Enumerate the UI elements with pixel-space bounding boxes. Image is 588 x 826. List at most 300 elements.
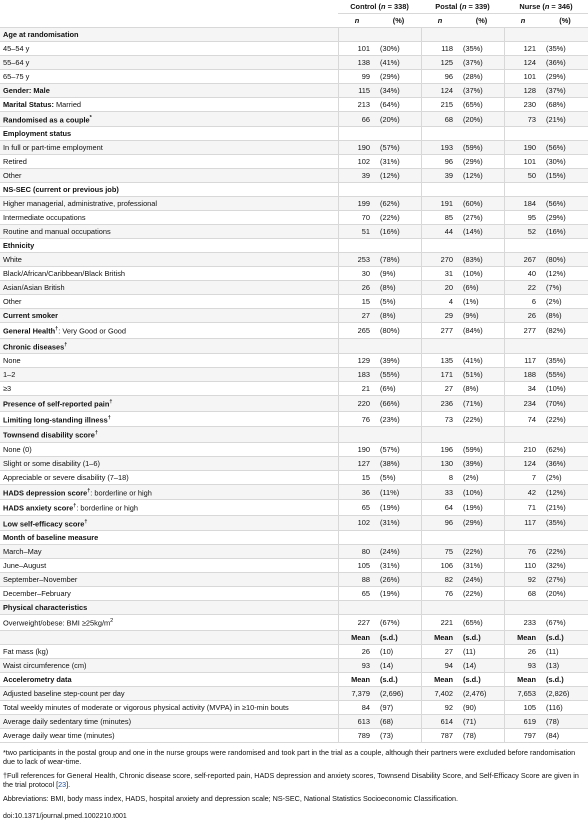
- cell-value: 26: [504, 644, 542, 658]
- cell-value: 26: [338, 644, 376, 658]
- cell-value: 27: [421, 644, 459, 658]
- table-row: [0, 559, 588, 573]
- cell-paren: (s.d.): [376, 630, 421, 644]
- cell-paren: (22%): [376, 211, 421, 225]
- cell-value: Mean: [504, 672, 542, 686]
- cell-paren: (21%): [542, 500, 588, 515]
- table-row: [0, 396, 588, 411]
- cell-paren: (16%): [542, 225, 588, 239]
- cell-paren: (30%): [376, 42, 421, 56]
- cell-value: 233: [504, 615, 542, 630]
- row-label: Black/African/Caribbean/Black British: [0, 267, 338, 281]
- cell-paren: (8%): [376, 309, 421, 323]
- cell-paren: (35%): [459, 42, 504, 56]
- cell-paren: (80%): [542, 253, 588, 267]
- cell-value: 102: [338, 515, 376, 530]
- cell-value: 7,402: [421, 686, 459, 700]
- row-label: Retired: [0, 155, 338, 169]
- table-row: [0, 545, 588, 559]
- cell-paren: (12%): [376, 169, 421, 183]
- cell-value: 74: [504, 411, 542, 426]
- cell-paren: (59%): [459, 442, 504, 456]
- cell-value: 27: [338, 309, 376, 323]
- table-row: [0, 630, 588, 644]
- cell-paren: (31%): [459, 559, 504, 573]
- cell-value: Mean: [421, 672, 459, 686]
- group-header-postal: Postal (n = 339): [421, 0, 504, 14]
- cell-paren: (s.d.): [459, 672, 504, 686]
- cell-value: 124: [504, 56, 542, 70]
- cell-paren: (8%): [376, 281, 421, 295]
- cell-value: 135: [421, 354, 459, 368]
- cell-value: 76: [338, 411, 376, 426]
- cell-paren: (70%): [542, 396, 588, 411]
- cell-paren: (84%): [459, 323, 504, 338]
- cell-value: 42: [504, 484, 542, 499]
- cell-paren: (2,826): [542, 686, 588, 700]
- cell-value: 6: [504, 295, 542, 309]
- cell-paren: (19%): [376, 587, 421, 601]
- cell-paren: (6%): [459, 281, 504, 295]
- cell-paren: (78): [542, 714, 588, 728]
- cell-value: 213: [338, 98, 376, 112]
- table-row: [0, 141, 588, 155]
- row-label: Physical characteristics: [0, 601, 338, 615]
- cell-value: 128: [504, 84, 542, 98]
- footnote-abbreviations: Abbreviations: BMI, body mass index, HADS, hospital anxiety and depression scale; NS-SEC, National Statistics Socioeconomic Classification.: [3, 793, 459, 803]
- cell-paren: (10%): [459, 267, 504, 281]
- cell-value: 277: [504, 323, 542, 338]
- table-row: [0, 281, 588, 295]
- cell-paren: (57%): [376, 141, 421, 155]
- cell-value: 101: [504, 70, 542, 84]
- cell-value: 64: [421, 500, 459, 515]
- row-label: ≥3: [0, 382, 338, 396]
- cell-paren: (9%): [376, 267, 421, 281]
- row-label: None: [0, 354, 338, 368]
- row-label: 45–54 y: [0, 42, 338, 56]
- cell-paren: (62%): [376, 197, 421, 211]
- table-row: [0, 183, 588, 197]
- row-label: Average daily sedentary time (minutes): [0, 714, 338, 728]
- row-label: Average daily wear time (minutes): [0, 728, 338, 742]
- table-row: [0, 515, 588, 530]
- table-footnotes: [0, 742, 588, 804]
- table-row: [0, 169, 588, 183]
- row-label: NS-SEC (current or previous job): [0, 183, 338, 197]
- row-label: None (0): [0, 442, 338, 456]
- cell-value: 92: [421, 700, 459, 714]
- cell-value: 65: [338, 587, 376, 601]
- cell-paren: (24%): [459, 573, 504, 587]
- cell-value: 614: [421, 714, 459, 728]
- cell-value: 50: [504, 169, 542, 183]
- cell-value: 27: [421, 382, 459, 396]
- cell-paren: (10%): [542, 382, 588, 396]
- cell-paren: (10%): [459, 484, 504, 499]
- cell-value: 124: [421, 84, 459, 98]
- table-body: [0, 28, 588, 742]
- cell-value: 96: [421, 515, 459, 530]
- table-row: [0, 368, 588, 382]
- cell-value: 68: [504, 587, 542, 601]
- cell-value: 115: [338, 84, 376, 98]
- cell-paren: (14): [459, 658, 504, 672]
- cell-value: 220: [338, 396, 376, 411]
- cell-paren: (34%): [376, 84, 421, 98]
- cell-value: 199: [338, 197, 376, 211]
- header-row-groups: [0, 0, 588, 14]
- cell-value: 30: [338, 267, 376, 281]
- row-label: March–May: [0, 545, 338, 559]
- cell-paren: (64%): [376, 98, 421, 112]
- cell-value: 88: [338, 573, 376, 587]
- row-label: December–February: [0, 587, 338, 601]
- cell-value: 84: [338, 700, 376, 714]
- row-label: Randomised as a couple*: [0, 112, 338, 127]
- row-label: Age at randomisation: [0, 28, 338, 42]
- cell-paren: (39%): [459, 456, 504, 470]
- cell-paren: (37%): [459, 56, 504, 70]
- row-label: Intermediate occupations: [0, 211, 338, 225]
- table-row: [0, 500, 588, 515]
- cell-value: 44: [421, 225, 459, 239]
- row-label: Overweight/obese: BMI $\ge 25kg/m^2$: [0, 615, 338, 630]
- cell-value: 66: [338, 112, 376, 127]
- cell-paren: (9%): [459, 309, 504, 323]
- table-row: [0, 484, 588, 499]
- cell-value: 4: [421, 295, 459, 309]
- cell-paren: (10): [376, 644, 421, 658]
- cell-value: 106: [421, 559, 459, 573]
- cell-value: 80: [338, 545, 376, 559]
- table-row: [0, 323, 588, 338]
- cell-value: 188: [504, 368, 542, 382]
- cell-value: 129: [338, 354, 376, 368]
- cell-paren: (78): [459, 728, 504, 742]
- table-row: [0, 267, 588, 281]
- cell-paren: (31%): [376, 515, 421, 530]
- cell-value: 34: [504, 382, 542, 396]
- cell-paren: (39%): [376, 354, 421, 368]
- cell-paren: (5%): [376, 295, 421, 309]
- cell-value: 96: [421, 155, 459, 169]
- cell-value: Mean: [338, 630, 376, 644]
- cell-paren: (13): [542, 658, 588, 672]
- cell-paren: (28%): [459, 70, 504, 84]
- table-row: [0, 338, 588, 353]
- cell-value: 73: [504, 112, 542, 127]
- cell-value: 26: [338, 281, 376, 295]
- cell-paren: (37%): [542, 84, 588, 98]
- cell-value: 183: [338, 368, 376, 382]
- row-label: Routine and manual occupations: [0, 225, 338, 239]
- cell-paren: (8%): [459, 382, 504, 396]
- cell-value: 138: [338, 56, 376, 70]
- cell-paren: (68): [376, 714, 421, 728]
- cell-paren: (s.d.): [542, 672, 588, 686]
- cell-paren: (24%): [376, 545, 421, 559]
- row-label: HADS anxiety score†: borderline or high: [0, 500, 338, 515]
- row-label: Total weekly minutes of moderate or vigorous physical activity (MVPA) in ≥10-min bouts: [0, 700, 338, 714]
- row-label: 55–64 y: [0, 56, 338, 70]
- cell-paren: (2%): [459, 470, 504, 484]
- cell-value: 215: [421, 98, 459, 112]
- table-row: [0, 197, 588, 211]
- cell-value: 619: [504, 714, 542, 728]
- row-label: Marital Status: Married: [0, 98, 338, 112]
- cell-value: Mean: [338, 672, 376, 686]
- cell-value: 196: [421, 442, 459, 456]
- cell-paren: (36%): [542, 456, 588, 470]
- cell-value: 68: [421, 112, 459, 127]
- table-row: [0, 456, 588, 470]
- cell-paren: (27%): [459, 211, 504, 225]
- cell-paren: (12%): [459, 169, 504, 183]
- cell-value: 230: [504, 98, 542, 112]
- cell-value: 15: [338, 470, 376, 484]
- cell-value: 270: [421, 253, 459, 267]
- cell-paren: (37%): [459, 84, 504, 98]
- table-row: [0, 225, 588, 239]
- cell-value: 99: [338, 70, 376, 84]
- cell-paren: (84): [542, 728, 588, 742]
- cell-paren: (12%): [542, 267, 588, 281]
- cell-paren: (29%): [459, 515, 504, 530]
- row-label: In full or part-time employment: [0, 141, 338, 155]
- cell-value: 797: [504, 728, 542, 742]
- cell-paren: (67%): [376, 615, 421, 630]
- cell-value: 21: [338, 382, 376, 396]
- row-label: Ethnicity: [0, 239, 338, 253]
- cell-paren: (11%): [376, 484, 421, 499]
- cell-paren: (41%): [459, 354, 504, 368]
- cell-value: 82: [421, 573, 459, 587]
- cell-value: 31: [421, 267, 459, 281]
- table-row: [0, 615, 588, 630]
- cell-value: 210: [504, 442, 542, 456]
- row-label: HADS depression score†: borderline or high: [0, 484, 338, 499]
- cell-paren: (2%): [542, 470, 588, 484]
- footnote-dagger: †Full references for General Health, Chronic disease score, self-reported pain, HADS depression and anxiety scores, Townsend Disability Score, and Self-Efficacy Score are given in the trial protocol [23].: [3, 770, 579, 790]
- row-label: 65–75 y: [0, 70, 338, 84]
- table-row: [0, 70, 588, 84]
- cell-paren: (29%): [459, 155, 504, 169]
- cell-paren: (51%): [459, 368, 504, 382]
- cell-value: 65: [338, 500, 376, 515]
- cell-value: 15: [338, 295, 376, 309]
- cell-value: 125: [421, 56, 459, 70]
- cell-value: 130: [421, 456, 459, 470]
- table-row: [0, 295, 588, 309]
- cell-value: 190: [504, 141, 542, 155]
- cell-paren: (65%): [459, 615, 504, 630]
- cell-value: 8: [421, 470, 459, 484]
- cell-paren: (55%): [542, 368, 588, 382]
- cell-paren: (19%): [376, 500, 421, 515]
- cell-value: 190: [338, 141, 376, 155]
- row-label: Other: [0, 295, 338, 309]
- cell-value: Mean: [504, 630, 542, 644]
- cell-paren: (12%): [542, 484, 588, 499]
- cell-value: 110: [504, 559, 542, 573]
- cell-value: 36: [338, 484, 376, 499]
- cell-value: 76: [504, 545, 542, 559]
- cell-value: 39: [421, 169, 459, 183]
- row-label: Adjusted baseline step-count per day: [0, 686, 338, 700]
- table-row: [0, 644, 588, 658]
- reference-link[interactable]: 23: [58, 780, 67, 790]
- cell-paren: (65%): [459, 98, 504, 112]
- row-label: Low self-efficacy score†: [0, 515, 338, 530]
- cell-paren: (35%): [542, 515, 588, 530]
- cell-value: 184: [504, 197, 542, 211]
- cell-value: 39: [338, 169, 376, 183]
- cell-paren: (23%): [376, 411, 421, 426]
- row-label: Waist circumference (cm): [0, 658, 338, 672]
- cell-value: 26: [504, 309, 542, 323]
- cell-value: 613: [338, 714, 376, 728]
- cell-paren: (2%): [542, 295, 588, 309]
- table-row: [0, 531, 588, 545]
- table-row: [0, 714, 588, 728]
- cell-value: 105: [338, 559, 376, 573]
- cell-paren: (19%): [459, 500, 504, 515]
- cell-value: 22: [504, 281, 542, 295]
- cell-paren: (26%): [376, 573, 421, 587]
- table-row: [0, 253, 588, 267]
- cell-value: 190: [338, 442, 376, 456]
- cell-paren: (116): [542, 700, 588, 714]
- table-row: [0, 56, 588, 70]
- table-row: [0, 601, 588, 615]
- cell-value: 101: [338, 42, 376, 56]
- cell-value: 29: [421, 309, 459, 323]
- table-row: [0, 28, 588, 42]
- table-row: [0, 382, 588, 396]
- cell-paren: (73): [376, 728, 421, 742]
- row-label: Appreciable or severe disability (7–18): [0, 470, 338, 484]
- cell-value: 7,379: [338, 686, 376, 700]
- table-row: [0, 411, 588, 426]
- cell-paren: (78%): [376, 253, 421, 267]
- row-label: Higher managerial, administrative, professional: [0, 197, 338, 211]
- cell-value: 96: [421, 70, 459, 84]
- cell-paren: (30%): [542, 155, 588, 169]
- cell-paren: (56%): [542, 141, 588, 155]
- cell-value: 40: [504, 267, 542, 281]
- row-label: June–August: [0, 559, 338, 573]
- row-label: Fat mass (kg): [0, 644, 338, 658]
- cell-value: 101: [504, 155, 542, 169]
- cell-paren: (22%): [459, 587, 504, 601]
- cell-value: 71: [504, 500, 542, 515]
- cell-paren: (1%): [459, 295, 504, 309]
- cell-value: 236: [421, 396, 459, 411]
- cell-paren: (27%): [542, 573, 588, 587]
- cell-paren: (68%): [542, 98, 588, 112]
- cell-paren: (7%): [542, 281, 588, 295]
- cell-paren: (59%): [459, 141, 504, 155]
- cell-value: Mean: [421, 630, 459, 644]
- row-label: Current smoker: [0, 309, 338, 323]
- doi-text: doi:10.1371/journal.pmed.1002210.t001: [3, 813, 127, 821]
- cell-value: 93: [338, 658, 376, 672]
- cell-paren: (36%): [542, 56, 588, 70]
- cell-paren: (31%): [376, 155, 421, 169]
- cell-value: 253: [338, 253, 376, 267]
- row-label: Slight or some disability (1–6): [0, 456, 338, 470]
- table-row: [0, 127, 588, 141]
- table-row: [0, 672, 588, 686]
- cell-paren: (20%): [459, 112, 504, 127]
- cell-value: 94: [421, 658, 459, 672]
- cell-value: 124: [504, 456, 542, 470]
- cell-paren: (38%): [376, 456, 421, 470]
- cell-paren: (21%): [542, 112, 588, 127]
- cell-value: 20: [421, 281, 459, 295]
- cell-paren: (6%): [376, 382, 421, 396]
- cell-paren: (11): [542, 644, 588, 658]
- row-label: Gender: Male: [0, 84, 338, 98]
- cell-value: 227: [338, 615, 376, 630]
- table-row: [0, 309, 588, 323]
- cell-paren: (41%): [376, 56, 421, 70]
- cell-paren: (82%): [542, 323, 588, 338]
- cell-paren: (22%): [542, 411, 588, 426]
- cell-paren: (14%): [459, 225, 504, 239]
- table-row: [0, 98, 588, 112]
- table-row: [0, 442, 588, 456]
- cell-paren: (80%): [376, 323, 421, 338]
- cell-paren: (97): [376, 700, 421, 714]
- cell-value: 265: [338, 323, 376, 338]
- cell-paren: (29%): [376, 70, 421, 84]
- cell-paren: (83%): [459, 253, 504, 267]
- row-label: Townsend disability score†: [0, 427, 338, 442]
- cell-value: 92: [504, 573, 542, 587]
- cell-paren: (s.d.): [542, 630, 588, 644]
- cell-value: 7,653: [504, 686, 542, 700]
- row-label: Month of baseline measure: [0, 531, 338, 545]
- table-row: [0, 700, 588, 714]
- cell-value: 52: [504, 225, 542, 239]
- cell-value: 105: [504, 700, 542, 714]
- table-row: [0, 686, 588, 700]
- cell-value: 277: [421, 323, 459, 338]
- cell-value: 234: [504, 396, 542, 411]
- cell-value: 85: [421, 211, 459, 225]
- cell-value: 117: [504, 354, 542, 368]
- cell-paren: (71): [459, 714, 504, 728]
- cell-value: 117: [504, 515, 542, 530]
- table-row: [0, 155, 588, 169]
- cell-value: 76: [421, 587, 459, 601]
- cell-value: 171: [421, 368, 459, 382]
- row-label: Other: [0, 169, 338, 183]
- cell-value: 789: [338, 728, 376, 742]
- cell-paren: (90): [459, 700, 504, 714]
- row-label: Accelerometry data: [0, 672, 338, 686]
- cell-paren: (2,476): [459, 686, 504, 700]
- row-label: General Health†: Very Good or Good: [0, 323, 338, 338]
- table-row: [0, 470, 588, 484]
- cell-paren: (16%): [376, 225, 421, 239]
- cell-paren: (55%): [376, 368, 421, 382]
- table-row: [0, 427, 588, 442]
- footnote-star: *two participants in the postal group and one in the nurse groups were randomised and took part in the trial as a couple, although their partners were excluded before randomisation due to lack of wear-time.: [3, 747, 576, 767]
- cell-value: 267: [504, 253, 542, 267]
